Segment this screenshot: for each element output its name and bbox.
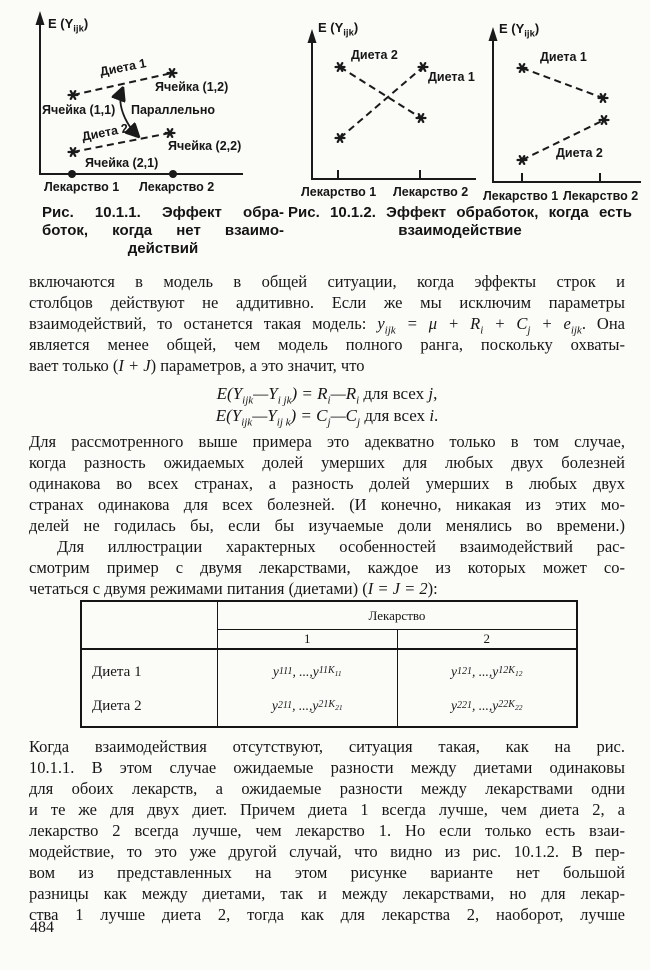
diet1-label: Диета 1 — [540, 50, 587, 64]
table-cell-obs-2-1: y 211 , ..., y $21K_{21}$ — [271, 698, 343, 713]
formula-row-effect: $E(Y_{ijk}—Y_{i jk})$ = $R_i—R_i$ для всех j, — [216, 384, 438, 407]
paragraph-2 — [29, 431, 625, 536]
text-line: лекарство 2 всегда лучше, чем лекарство 1. Но если только есть взаи- — [29, 821, 625, 840]
text-line: столбцов действуют не аддитивно. Если же мы исключим параметры — [29, 293, 625, 312]
text-line: одинакова во всех странах, а разность долей умерших в любых двух — [29, 474, 625, 493]
parallel-label: Параллельно — [131, 103, 216, 117]
text-line: смотрим пример с двумя лекарствами, каждое из которых может со- — [29, 558, 625, 577]
page-number: 484 — [30, 919, 54, 936]
text-line: странах одинакова для всех болезней. (И конечно, никакая из этих мо- — [29, 495, 625, 514]
row-label-diet1: Диета 1 — [92, 663, 142, 680]
drug-diet-table — [80, 600, 578, 728]
diet2-dashed-line — [340, 67, 421, 118]
text-line: Для иллюстрации характерных особенностей взаимодействий рас- — [57, 537, 625, 556]
row-label-diet2: Диета 2 — [92, 697, 142, 714]
caption-line: боток, когда нет взаимо- — [42, 222, 284, 239]
diet1-dashed-line — [340, 67, 423, 138]
text-line-with-model-formula: взаимодействий, то останется такая модель: $y_{ijk} = \mu + R_i + C_j + e_{ijk}$. Она — [29, 314, 625, 337]
text-line: разницы как между диетами, так и между лекарствами, но для лекар- — [29, 884, 625, 903]
text-line: ства 1 лучше диета 2, тогда как для лекарства 2, наоборот, лучше — [29, 905, 625, 924]
x-tick-label-drug2: Лекарство 2 — [139, 180, 215, 194]
y-axis-label: E $(Y_{ijk})$ — [499, 21, 540, 40]
y-axis-arrowhead — [36, 11, 45, 25]
x-axis-dot-drug2 — [169, 170, 177, 178]
caption-line: действий — [127, 240, 199, 257]
column-group-header: Лекарство — [218, 602, 576, 630]
diet1-dashed-line — [522, 68, 603, 98]
x-tick-label-drug1: Лекарство 1 — [44, 180, 120, 194]
text-line: вает только (I + J) параметров, а это значит, что — [29, 356, 365, 375]
table-body — [82, 650, 576, 726]
cell-2-1-label: Ячейка (2,1) — [85, 156, 159, 170]
paragraph-1 — [29, 271, 625, 376]
column-header-drug2: 2 — [483, 631, 490, 646]
x-tick-label-drug1: Лекарство 1 — [301, 185, 377, 199]
formula-block — [29, 384, 625, 427]
diet2-label: Диета 2 — [351, 48, 398, 62]
text-line: Когда взаимодействия отсутствуют, ситуация такая, как на рис. — [29, 737, 625, 756]
x-axis-dot-drug1 — [68, 170, 76, 178]
text-line: делей не годилась бы, если бы изучаемые доли менялись во времени.) — [29, 516, 625, 535]
cell-1-2-label: Ячейка (1,2) — [155, 80, 229, 94]
caption-figure-10-1-1 — [42, 204, 284, 258]
caption-line: Рис. 10.1.1. Эффект обра- — [42, 204, 284, 221]
table-header — [82, 602, 576, 650]
table-cell-obs-2-2: y 221 , ..., y $22K_{22}$ — [451, 698, 523, 713]
x-tick-label-drug2: Лекарство 2 — [393, 185, 469, 199]
text-line: четаться с двумя режимами питания (диетами) (I = J = 2): — [29, 579, 438, 598]
text-line: Для рассмотренного выше примера это адекватно только в том случае, — [29, 432, 625, 451]
row-label-column — [82, 650, 218, 726]
caption-line: взаимодействие — [398, 222, 522, 239]
text-line: является менее общей, чем модель полного ранга, поскольку охваты- — [29, 335, 625, 354]
cell-2-2-label: Ячейка (2,2) — [168, 139, 242, 153]
column-header-drug1: 1 — [218, 630, 398, 648]
figure-10-1-2-panel-2-plot — [483, 8, 650, 208]
table-cell-obs-1-1: y 111 , ..., y $11K_{11}$ — [272, 664, 342, 679]
diet1-label: Диета 1 — [428, 70, 475, 84]
y-axis-arrowhead — [489, 27, 498, 41]
formula-column-effect: $E(Y_{ijk}—Y_{ij k})$ = $C_j—C_j$ для всех i. — [215, 405, 439, 428]
text-line: включаются в модель в общей ситуации, когда эффекты строк и — [29, 272, 625, 291]
table-cell-obs-1-2: y 121 , ..., y $12K_{12}$ — [451, 664, 523, 679]
x-tick-label-drug2: Лекарство 2 — [563, 189, 639, 203]
y-axis-arrowhead — [308, 29, 317, 43]
cell-1-1-label: Ячейка (1,1) — [42, 103, 116, 117]
diet2-label: Диета 2 — [80, 121, 130, 144]
figure-10-1-2-panel-2 — [483, 8, 650, 208]
text-line: вом из представленных на этом рисунке варианте нет большой — [29, 863, 625, 882]
diet2-label: Диета 2 — [556, 146, 603, 160]
text-line: и те же для двух диет. Причем диета 1 всегда лучше, чем диета 2, а — [29, 800, 625, 819]
caption-line: Рис. 10.1.2. Эффект обработок, когда есть — [288, 204, 632, 221]
paragraph-3 — [29, 536, 625, 599]
text-line: 10.1.1. В этом случае ожидаемые разности между диетами одинаковы — [29, 758, 625, 777]
y-axis-label: E $(Y_{ijk})$ — [48, 16, 89, 35]
text-line: когда разность ожидаемых долей умерших для любых двух болезней — [29, 453, 625, 472]
text-line: для обоих лекарств, а ожидаемые разности между лекарствами одни — [29, 779, 625, 798]
y-axis-label: E $(Y_{ijk})$ — [318, 20, 359, 39]
figure-10-1-2-panel-1-plot — [300, 8, 480, 208]
figure-10-1-2-panel-1 — [300, 8, 480, 208]
paragraph-4 — [29, 736, 625, 925]
text-line: модействие, то это уже другой случай, что видно из рис. 10.1.2. В пер- — [29, 842, 625, 861]
diet1-label: Диета 1 — [98, 56, 148, 79]
figure-10-1-1 — [25, 8, 295, 208]
caption-figure-10-1-2 — [288, 204, 632, 240]
table-corner-cell — [82, 602, 218, 648]
x-tick-label-drug1: Лекарство 1 — [483, 189, 559, 203]
